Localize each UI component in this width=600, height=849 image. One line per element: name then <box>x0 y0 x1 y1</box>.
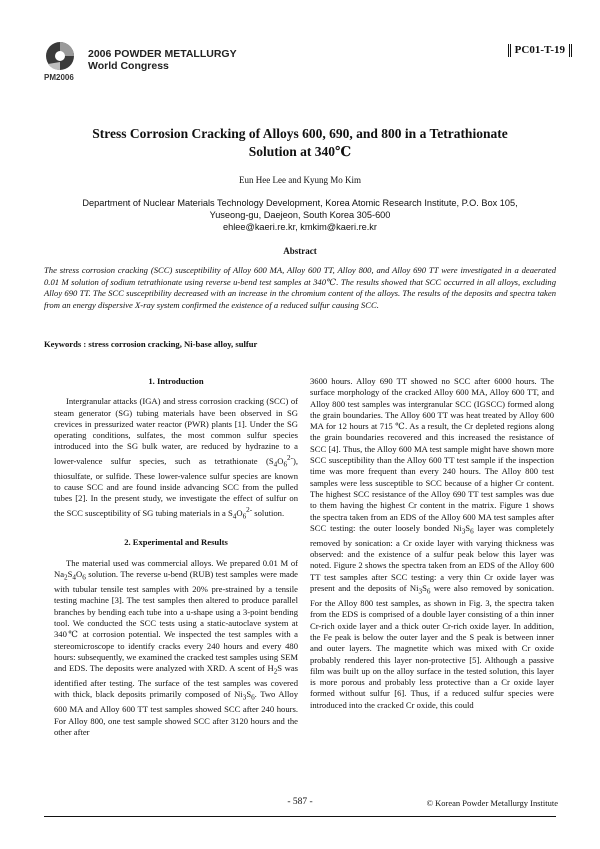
results-text-c: were also removed by sonication. For the Alloy 800 test samples, as shown in Fig. 3, the spectra taken from the EDS is comprised of a double layer consisting of a thin inner Cr-rich oxide layer and a thick outer Cr-rich oxide layer. In addition, the Fe peak is below the outer layer and the S peak is between inner and outer layers. The magnetite which was mixed with Cr oxide probably rendered this layer non-protective [5]. Although a passive film was built up on the alloy surface in the tested solution, this layer is more porous and probably less protective than a Cr oxide layer formed without sulfur [6]. Thus, if a reduced sulfur species were introduced into the cracked Cr oxide, this could <box>310 583 554 710</box>
conference-line-1: 2006 POWDER METALLURGY <box>88 48 237 60</box>
intro-text-b: ), thiosulfate, or sulfide. These lower-valence sulfur species are known to cause SCC and are found inside advancing SCC from the pulled tubes [2]. In the present study, we investigate the effect of sulfur on the SCC susceptibility of SG tubing materials in a S <box>54 455 298 518</box>
results-text-a: 3600 hours. Alloy 690 TT showed no SCC after 6000 hours. The surface morphology of the cracked Alloy 600 MA, Alloy 600 TT, and Alloy 800 test samples was intergranular SCC (IGSCC) formed along the grain boundaries. The Alloy 600 TT was heat treated by Alloy 600 MA for 12 hours at 715 ℃. As a result, the Cr depleted regions along the grain boundaries recovered and this increased the resistance of SCC [4]. Thus, the Alloy 600 MA test sample might have shown more SCC susceptibility than the Alloy 600 TT test sample if the inspection time was more frequent than every 240 hours. The Alloy 800 test samples were less susceptible to SCC because of a higher Cr content. The highest SCC resistance of the Alloy 690 TT test samples was due to them having the highest Cr content in the matrix. Figure 1 shows the spectra taken from an EDS of the Alloy 600 MA test samples after SCC testing: the outer loosely bonded Ni <box>310 376 554 533</box>
experimental-paragraph: The material used was commercial alloys. We prepared 0.01 M of $Na_2S_4O_6$ solution. The reverse u-bend (RUB) test samples were made with tubular tensile test samples with 20% pre-strained by a tensile testing machine [3]. The test samples then altered to produce parallel branches by bending each tube into a u-shape using a 3-point bending tool. We conducted the SCC tests using a static-autoclave system at 340℃ at corrosion potential. We inspected the test samples with a stereomicroscope to identify cracks every 240 hours and every 480 hours: subsequently, we examined the cracked test samples using SEM and EDS. The deposits were analyzed with XRD. A scent of $H_2S$ was identified after testing. The surface of the test samples was covered with thick, black deposits primarily composed of $Ni_3S_6$. Two Alloy 600 MA and Alloy 600 TT test samples showed SCC after 240 hours. For Alloy 800, one test sample showed SCC after 3120 hours and the other after <box>54 557 298 738</box>
affiliation <box>30 197 570 233</box>
chem-sub-4b: 4 <box>232 512 237 521</box>
intro-text-c: solution. <box>252 507 285 518</box>
abstract-heading: Abstract <box>283 246 317 256</box>
results-paragraph: 3600 hours. Alloy 690 TT showed no SCC after 6000 hours. The surface morphology of the cracked Alloy 600 MA, Alloy 600 TT, and Alloy 800 test samples was intergranular SCC (IGSCC) formed along the grain boundaries. The Alloy 600 TT was heat treated by Alloy 600 MA for 12 hours at 715 ℃. As a result, the Cr depleted regions along the grain boundaries recovered and this increased the resistance of SCC [4]. Thus, the Alloy 600 MA test sample might have shown more SCC susceptibility than the Alloy 600 TT test sample if the inspection time was more frequent than every 240 hours. The Alloy 800 test samples were less susceptible to SCC because of a higher Cr content. The highest SCC resistance of the Alloy 690 TT test samples was due to them having the highest Cr content in the matrix. Figure 1 shows the spectra taken from an EDS of the Alloy 600 MA test samples after SCC testing: the outer loosely bonded $Ni_3S_6$ layer was completely removed by sonication: a Cr oxide layer with varying thickness was observed: and the existence of a sulfur peak below this layer was noted. Figure 2 shows the spectra taken from an EDS of the Alloy 600 TT test samples after SCC testing: a very thin Cr oxide layer was present and the deposits of $Ni_3S_6$ were also removed by sonication. For the Alloy 800 test samples, as shown in Fig. 3, the spectra taken from the EDS is comprised of a double layer consisting of a thin inner Cr-rich oxide layer and a thick outer Cr-rich oxide layer. In addition, the Fe peak is below the outer layer and the S peak is between inner and outer layers. The magnetite which was mixed with Cr oxide probably rendered this layer non-protective [5]. Although a passive film was built up on the alloy surface in the tested solution, this layer is more porous and probably less protective than a Cr oxide layer formed without sulfur [6]. Thus, if a reduced sulfur species were introduced into the cracked Cr oxide, this could <box>310 376 554 710</box>
abstract-text: The stress corrosion cracking (SCC) susceptibility of Alloy 600 MA, Alloy 600 TT, Alloy 800, and Alloy 690 TT were investigated in a deaerated 0.01 M solution of sodium tetrathionate using reverse u-bend test samples at 340℃. The results showed that SCC occurred in all alloys, excluding Alloy 690 TT. The SCC susceptibility decreased with an increase in the chromium content of the alloys. The results of the deposits and spectra taken from an energy dispersive X-ray system confirmed the existence of a reduced sulfur causing SCC. <box>44 265 556 310</box>
chem-sub-3: 3 <box>242 694 247 703</box>
chem-sub-6f: 6 <box>426 587 431 596</box>
logo-year: PM2006 <box>44 73 74 82</box>
affiliation-emails: ehlee@kaeri.re.kr, kmkim@kaeri.re.kr <box>223 222 377 232</box>
exp-text-c: S was identified after testing. The surface of the test samples was covered with thick, black deposits primarily composed of Ni <box>54 663 298 700</box>
affiliation-line-2: Yuseong-gu, Daejeon, South Korea 305-600 <box>209 210 391 220</box>
experimental-heading: 2. Experimental and Results <box>124 537 228 548</box>
title-line-2: Solution at 340℃ <box>248 144 352 159</box>
page-number: - 587 - <box>287 797 313 807</box>
exp-text-d: . Two Alloy 600 MA and Alloy 600 TT test samples showed SCC after 240 hours. For Alloy 800, one test sample showed SCC after 3120 hours and the other after <box>54 689 298 738</box>
chem-sub-4: 4 <box>273 460 278 469</box>
conference-line-2: World Congress <box>88 60 169 72</box>
chem-sub-6c: 6 <box>82 573 86 582</box>
chem-sup-charge: 2- <box>287 453 293 462</box>
chem-sub-2: 2 <box>64 573 68 582</box>
chem-sub-6: 6 <box>283 460 288 469</box>
paper-code: PC01-T-19 <box>508 44 572 57</box>
exp-text-b: solution. The reverse u-bend (RUB) test samples were made with tubular tensile test samples with 20% pre-strained by a tensile testing machine [3]. The test samples then altered to produce parallel branches by bending each tube into a u-shape using a 3-point bending tool. We conducted the SCC tests using a static-autoclave system at 340℃ at corrosion potential. We inspected the test samples with a stereomicroscope to identify cracks every 240 hours and every 480 hours: subsequently, we examined the cracked test samples using SEM and EDS. The deposits were analyzed with XRD. A scent of H <box>54 569 298 674</box>
intro-text-a: Intergranular attacks (IGA) and stress corrosion cracking (SCC) of steam generator (SG) tubing materials have been observed in SG crevices in pressurized water reactor (PWR) plants [1]. Under the SG operating conditions, sulfates, the most common sulfur species introduced into the SG bulk water, are reduced by hydrazine to a lower-valence sulfur species, such as tetrathionate (S <box>54 396 298 466</box>
chem-sub-6d: 6 <box>251 694 255 703</box>
paper-title <box>40 125 560 161</box>
exp-text-a: The material used was commercial alloys. We prepared 0.01 M of Na <box>54 557 298 580</box>
chem-sub-4c: 4 <box>72 573 76 582</box>
keywords: Keywords : stress corrosion cracking, Ni-base alloy, sulfur <box>44 339 258 349</box>
results-text-b: layer was completely removed by sonication: a Cr oxide layer with varying thickness was observed: and the existence of a sulfur peak below this layer was noted. Figure 2 shows the spectra taken from an EDS of the Alloy 600 TT test samples after SCC testing: a very thin Cr oxide layer was present and the deposits of Ni <box>310 522 554 594</box>
right-column <box>310 376 554 711</box>
left-column <box>54 376 298 738</box>
authors: Eun Hee Lee and Kyung Mo Kim <box>239 175 361 185</box>
chem-sub-3b: 3 <box>461 527 466 536</box>
affiliation-line-1: Department of Nuclear Materials Technology Development, Korea Atomic Research Institute, P.O. Box 105, <box>82 198 518 208</box>
chem-sub-6e: 6 <box>470 527 474 536</box>
chem-sup-charge-b: 2- <box>246 505 253 514</box>
chem-sub-3c: 3 <box>418 587 423 596</box>
introduction-heading: 1. Introduction <box>148 376 204 386</box>
footer-rule <box>44 816 556 817</box>
conference-title <box>88 48 237 72</box>
title-line-1: Stress Corrosion Cracking of Alloys 600, 690, and 800 in a Tetrathionate <box>92 126 508 141</box>
pm2006-logo-icon <box>42 40 78 76</box>
chem-sub-6b: 6 <box>242 512 247 521</box>
chem-sub-2b: 2 <box>273 667 278 676</box>
copyright-notice: © Korean Powder Metallurgy Institute <box>426 798 558 808</box>
introduction-paragraph: Intergranular attacks (IGA) and stress corrosion cracking (SCC) of steam generator (SG) tubing materials have been observed in SG crevices in pressurized water reactor (PWR) plants [1]. Under the SG operating conditions, sulfates, the most common sulfur species introduced into the SG bulk water, are reduced by hydrazine to a lower-valence sulfur species, such as tetrathionate $(S_4O_6^{2-})$, thiosulfate, or sulfide. These lower-valence sulfur species are known to cause SCC and are found inside advancing SCC from the pulled tubes [2]. In the present study, we investigate the effect of sulfur on the SCC susceptibility of SG tubing materials in a $S_4O_6^{2-}$ solution. <box>54 396 298 521</box>
